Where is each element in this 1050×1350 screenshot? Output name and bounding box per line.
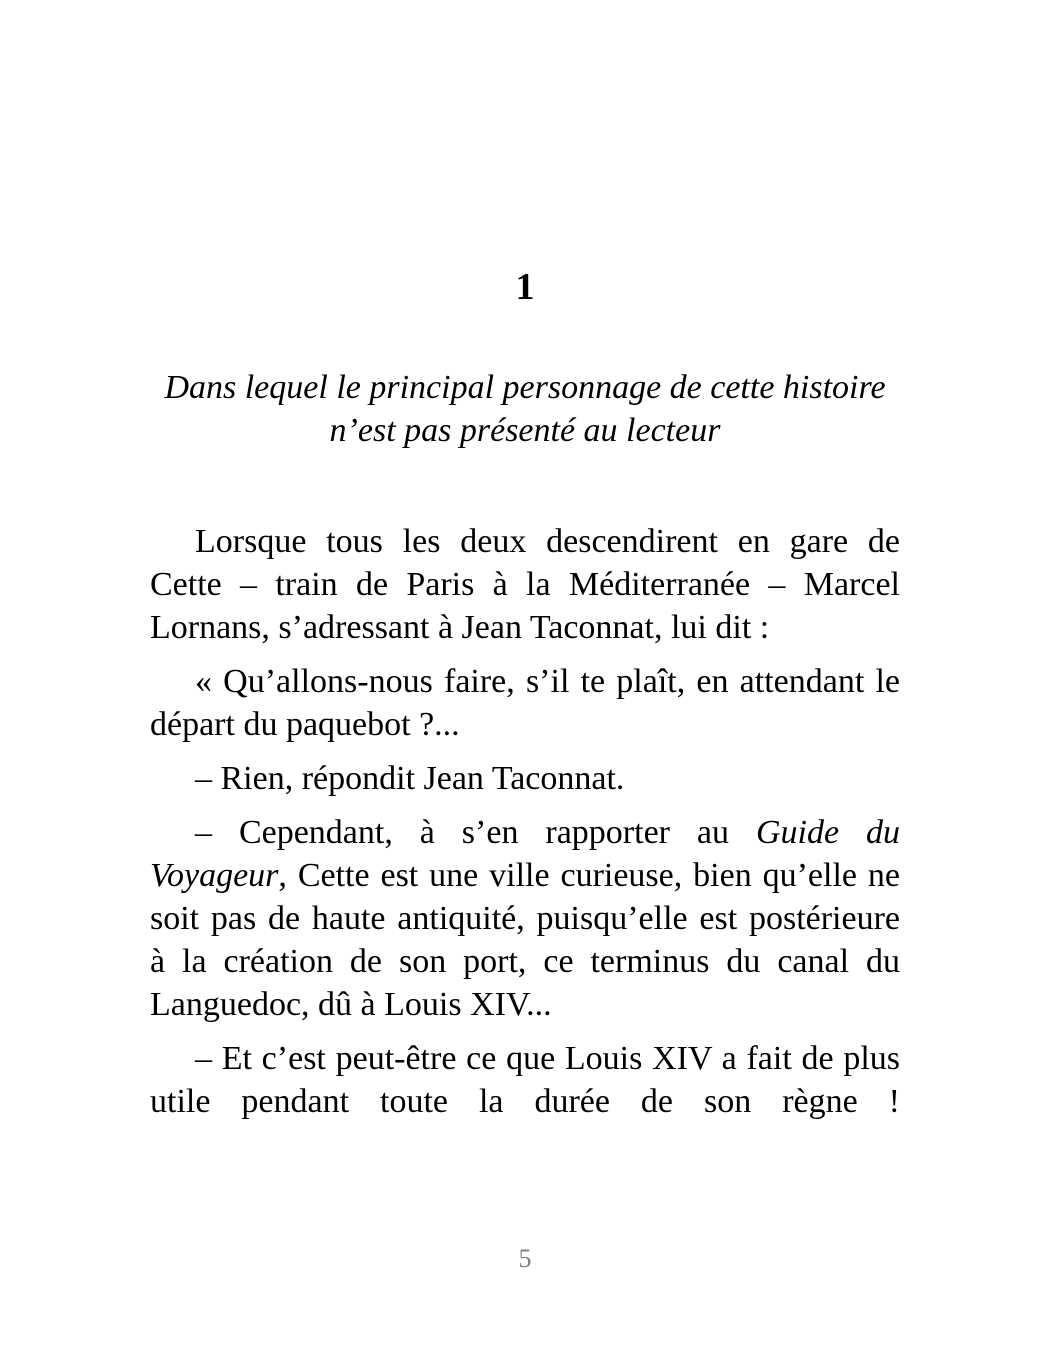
- page-number: 5: [518, 1244, 532, 1273]
- paragraph: [150, 811, 900, 1026]
- paragraph-text: , Cette est une ville curieuse, bien qu’elle ne soit pas de haute antiquité, puisqu’elle est postérieure à la création de son port, ce terminus du canal du Languedoc, dû à Louis XIV...: [150, 857, 900, 1023]
- paragraph: Lorsque tous les deux descendirent en gare de Cette – train de Paris à la Méditerranée – Marcel Lornans, s’adressant à Jean Taconnat, lui dit :: [150, 523, 900, 646]
- paragraph: « Qu’allons-nous faire, s’il te plaît, en attendant le départ du paquebot ?...: [150, 663, 900, 743]
- paragraph: – Rien, répondit Jean Taconnat.: [195, 760, 625, 797]
- body-text: [150, 520, 900, 1134]
- chapter-number: 1: [515, 266, 535, 308]
- book-title-italic: Guide du Voyageur: [150, 814, 900, 894]
- paragraph: – Et c’est peut-être ce que Louis XIV a fait de plus utile pendant toute la durée de son règne !: [150, 1040, 900, 1120]
- paragraph-text: – Cependant, à s’en rapporter au: [195, 814, 756, 851]
- chapter-title: Dans lequel le principal personnage de cette histoire n’est pas présenté au lecteur: [164, 369, 886, 449]
